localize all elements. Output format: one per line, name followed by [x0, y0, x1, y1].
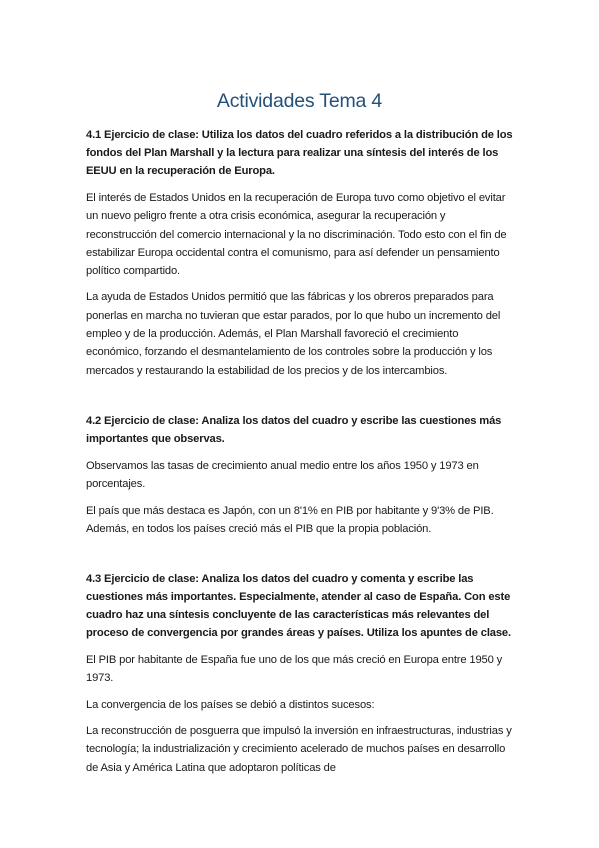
section-4-2: [86, 412, 513, 538]
answer-paragraph: Observamos las tasas de crecimiento anual medio entre los años 1950 y 1973 en porcentajes.: [86, 459, 479, 491]
section-4-3: [86, 570, 513, 777]
answer-paragraph: La convergencia de los países se debió a distintos sucesos:: [86, 698, 375, 711]
question-heading: 4.1 Ejercicio de clase: Utiliza los datos del cuadro referidos a la distribución de los fondos del Plan Marshall y la lectura para realizar una síntesis del interés de los EEUU en la recuperación de Europa.: [86, 129, 513, 177]
section-spacer: [86, 388, 513, 412]
answer-paragraph: El país que más destaca es Japón, con un 8'1% en PIB por habitante y 9'3% de PIB. Además, en todos los países creció más el PIB que la propia población.: [86, 504, 494, 535]
answer-paragraph: La ayuda de Estados Unidos permitió que las fábricas y los obreros preparados para ponerlas en marcha no tuvieran que estar parados, por lo que hubo un incremento del empleo y de la producción. Además, el Plan Marshall favoreció el crecimiento económico, forzando el desmantelamiento de los controles sobre la producción y los mercados y restaurando la estabilidad de los precios y de los intercambios.: [86, 291, 501, 377]
section-spacer: [86, 546, 513, 570]
answer-paragraph: La reconstrucción de posguerra que impulsó la inversión en infraestructuras, industrias y tecnología; la industrialización y crecimiento acelerado de muchos países en desarrollo de Asia y América Latina que adoptaron políticas de: [86, 725, 512, 774]
question-heading: 4.3 Ejercicio de clase: Analiza los datos del cuadro y comenta y escribe las cuestiones más importantes. Especialmente, atender al caso de España. Con este cuadro haz una síntesis concluyente de las características más relevantes del proceso de convergencia por grandes áreas y países. Utiliza los apuntes de clase.: [86, 573, 511, 640]
answer-paragraph: El PIB por habitante de España fue uno de los que más creció en Europa entre 1950 y 1973.: [86, 654, 503, 685]
answer-paragraph: El interés de Estados Unidos en la recuperación de Europa tuvo como objetivo el evitar un nuevo peligro frente a otra crisis económica, asegurar la recuperación y reconstrucción del comercio internacional y la no discriminación. Todo esto con el fin de estabilizar Europa occidental contra el comunismo, para así defender un pensamiento político compartido.: [86, 192, 507, 278]
page-title: Actividades Tema 4: [216, 90, 383, 112]
section-4-1: [86, 126, 513, 380]
question-heading: 4.2 Ejercicio de clase: Analiza los datos del cuadro y escribe las cuestiones más importantes que observas.: [86, 414, 502, 445]
